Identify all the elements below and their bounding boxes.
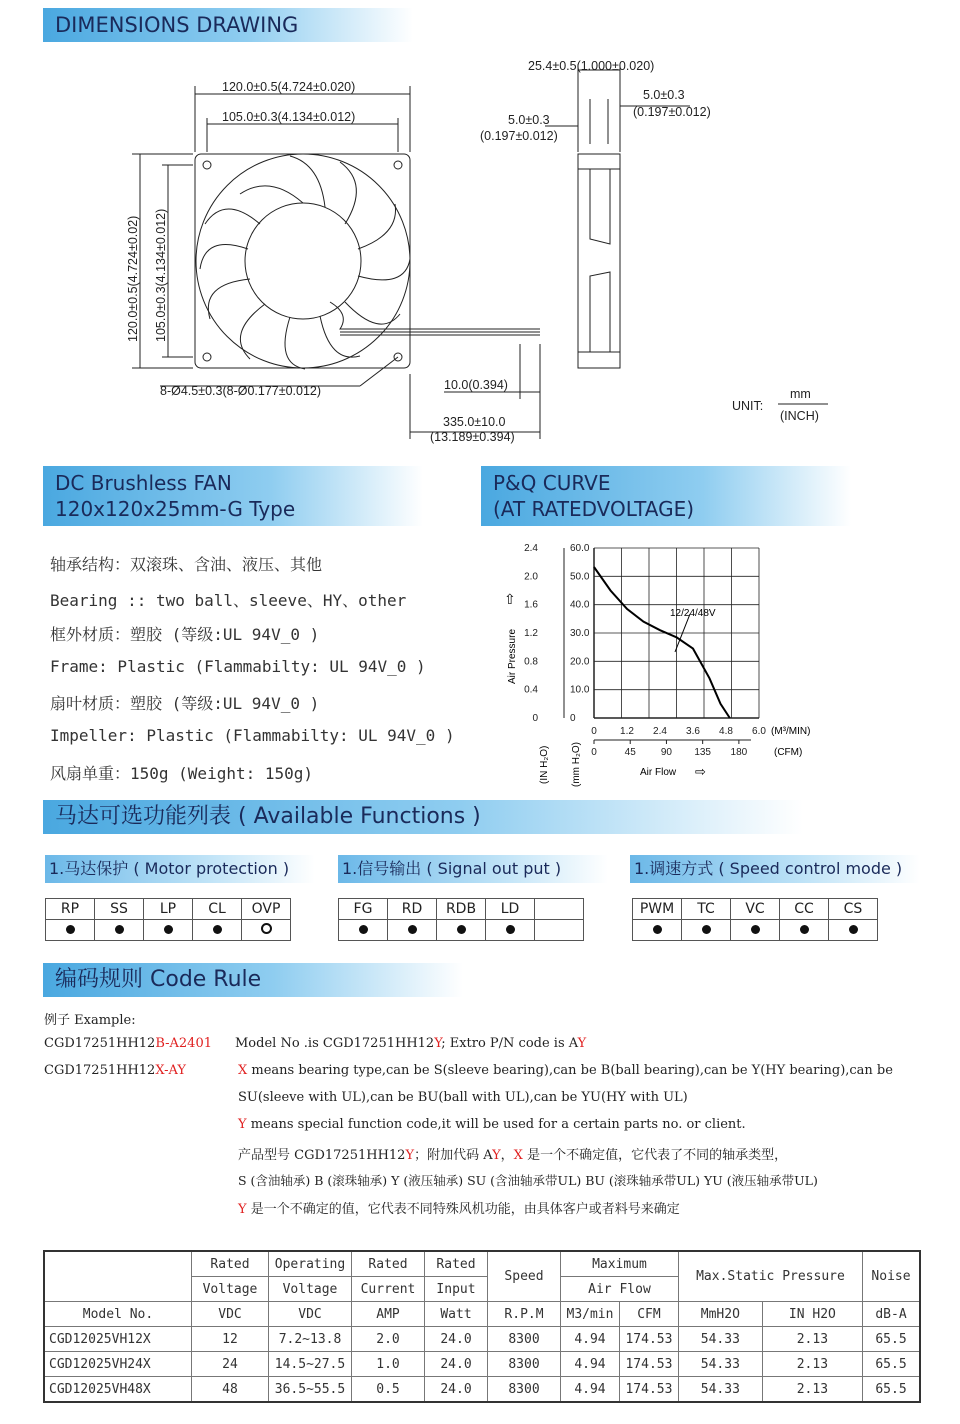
y-axis-label: Air Pressure <box>507 628 518 684</box>
unit-cell: IN H2O <box>762 1302 862 1327</box>
func-col <box>535 899 584 920</box>
func-col: CC <box>780 899 829 920</box>
unit-cell: VDC <box>192 1302 269 1327</box>
pq-series-line <box>594 567 730 718</box>
functions-title-text: 马达可选功能列表 ( Available Functions ) <box>55 804 481 829</box>
value-cell: 14.5~27.5 <box>269 1352 352 1377</box>
th-speed: Speed <box>488 1251 561 1302</box>
unit-mm: mm <box>790 387 811 401</box>
rule-line-bearing-ul: SU(sleeve with UL),can be BU(ball with UL),can be YU(HY with UL) <box>238 1090 688 1105</box>
up-arrow-icon: ⇧ <box>504 591 516 607</box>
y-unit-inch: (IN H₂O) <box>539 745 550 784</box>
unit-label: UNIT: <box>732 399 764 413</box>
dim-width-inner-label: 105.0±0.3(4.134±0.012) <box>222 110 356 124</box>
y-tick-mm: 0 <box>570 713 576 724</box>
fan-type-banner <box>43 466 423 526</box>
dim-holes-label: 8-Ø4.5±0.3(8-Ø0.177±0.012) <box>160 384 322 398</box>
x-unit-m3min: (M³/MIN) <box>771 726 811 737</box>
spec-table <box>43 1250 921 1403</box>
value-cell: 4.94 <box>561 1352 620 1377</box>
fan-type-line2: 120x120x25mm-G Type <box>55 497 296 521</box>
th-voltage: Voltage <box>192 1277 269 1302</box>
dim-lead-inch-label: (13.189±0.394) <box>430 430 515 444</box>
y-tick-mm: 50.0 <box>570 571 590 583</box>
spec-weight: 风扇单重：150g (Weight: 150g) <box>50 764 314 783</box>
unit-cell: M3/min <box>561 1302 620 1327</box>
value-cell: 4.94 <box>561 1377 620 1403</box>
dim-flange-left-inch: (0.197±0.012) <box>480 129 558 143</box>
x-unit-cfm: (CFM) <box>774 747 803 758</box>
func-col: FG <box>339 899 388 920</box>
spec-bearing-en: Bearing :: two ball、sleeve、HY、other <box>50 591 407 610</box>
y-tick-in: 1.2 <box>524 628 538 639</box>
value-cell: 24.0 <box>425 1352 488 1377</box>
unit-inch: (INCH) <box>780 409 819 423</box>
value-cell: 24.0 <box>425 1377 488 1403</box>
x-tick-cfm: 45 <box>624 747 636 758</box>
fan-hub <box>245 203 361 319</box>
th-operating: Operating <box>269 1251 352 1277</box>
mount-hole <box>394 161 402 169</box>
available-dot-icon <box>506 925 515 934</box>
x-tick-cfm: 180 <box>730 747 748 758</box>
unit-cell: Watt <box>425 1302 488 1327</box>
value-cell: 65.5 <box>863 1377 921 1403</box>
lead-wire <box>330 302 540 329</box>
dim-lead-label: 335.0±10.0 <box>443 415 506 429</box>
unit-cell: VDC <box>269 1302 352 1327</box>
right-arrow-icon: ⇨ <box>695 764 706 779</box>
y-tick-in: 0.4 <box>524 684 538 696</box>
func-col: CL <box>193 899 242 920</box>
functions-title <box>43 800 803 834</box>
value-cell: 2.0 <box>352 1327 425 1352</box>
table-row <box>44 1327 920 1352</box>
available-dot-icon <box>849 925 858 934</box>
value-cell: 2.13 <box>762 1377 862 1403</box>
th-noise: Noise <box>863 1251 921 1302</box>
spec-impeller-en: Impeller: Plastic (Flammabilty: UL 94V_0 ) <box>50 726 455 745</box>
chart-grid <box>564 548 759 744</box>
available-dot-icon <box>751 925 760 934</box>
th-air-flow: Air Flow <box>561 1277 679 1302</box>
model-cell: CGD12025VH24X <box>44 1352 192 1377</box>
value-cell: 174.53 <box>619 1327 678 1352</box>
pq-curve-chart <box>495 532 825 790</box>
th-maximum: Maximum <box>561 1251 679 1277</box>
value-cell: 2.13 <box>762 1327 862 1352</box>
y-tick-mm: 10.0 <box>570 684 590 696</box>
x-tick-m3min: 0 <box>591 726 597 737</box>
value-cell: 7.2~13.8 <box>269 1327 352 1352</box>
func-col: CS <box>829 899 878 920</box>
value-cell: 8300 <box>488 1327 561 1352</box>
y-unit-mm: (mm H₂O) <box>571 742 582 787</box>
rule-line-special: Y means special function code,it will be used for a certain parts no. or client. <box>238 1117 746 1132</box>
func-col: RD <box>388 899 437 920</box>
value-cell: 174.53 <box>619 1352 678 1377</box>
x-tick-m3min: 2.4 <box>653 726 667 737</box>
rule-line-cn-special: Y 是一个不确定的值，它代表不同特殊风机功能，由具体客户或者料号来确定 <box>238 1202 680 1217</box>
available-dot-icon <box>800 925 809 934</box>
example-code-2: CGD17251HH12X-AY <box>44 1063 186 1078</box>
func-col: RDB <box>437 899 486 920</box>
value-cell: 36.5~55.5 <box>269 1377 352 1403</box>
x-tick-m3min: 4.8 <box>719 726 733 737</box>
table-row <box>44 1352 920 1377</box>
speed-control-title: 1.调速方式 ( Speed control mode ) <box>630 855 920 883</box>
value-cell: 2.13 <box>762 1352 862 1377</box>
x-tick-m3min: 1.2 <box>620 726 634 737</box>
unit-cell: AMP <box>352 1302 425 1327</box>
th-rated: Rated <box>352 1251 425 1277</box>
y-tick-mm: 20.0 <box>570 656 590 668</box>
value-cell: 24.0 <box>425 1327 488 1352</box>
unit-cell: MmH2O <box>678 1302 762 1327</box>
dim-width-outer-label: 120.0±0.5(4.724±0.020) <box>222 80 356 94</box>
y-tick-mm: 40.0 <box>570 599 590 611</box>
code-rule-title <box>43 963 463 997</box>
value-cell: 1.0 <box>352 1352 425 1377</box>
unit-cell: R.P.M <box>488 1302 561 1327</box>
value-cell: 54.33 <box>678 1377 762 1403</box>
y-tick-mm: 30.0 <box>570 628 590 639</box>
func-col: VC <box>731 899 780 920</box>
th-voltage: Voltage <box>269 1277 352 1302</box>
spec-frame-en: Frame: Plastic (Flammabilty: UL 94V_0 ) <box>50 657 426 676</box>
dim-strip-label: 10.0(0.394) <box>444 378 508 392</box>
optional-ring-icon <box>261 923 272 934</box>
x-tick-cfm: 0 <box>591 747 597 758</box>
pq-curve-banner <box>481 466 851 526</box>
th-current: Current <box>352 1277 425 1302</box>
example-label: 例子 Example: <box>44 1013 136 1028</box>
x-tick-m3min: 3.6 <box>686 726 700 737</box>
th-rated: Rated <box>425 1251 488 1277</box>
units-row <box>44 1302 920 1327</box>
series-label: 12/24/48V <box>670 608 716 619</box>
func-col: LP <box>144 899 193 920</box>
spec-frame-cn: 框外材质：塑胶 (等级:UL 94V_0 ) <box>50 625 320 644</box>
code-rule-title-text: 编码规则 Code Rule <box>55 967 262 992</box>
th-static-pressure: Max.Static Pressure <box>678 1251 862 1302</box>
available-dot-icon <box>115 925 124 934</box>
speed-control-table <box>632 898 878 941</box>
fan-type-line1: DC Brushless FAN <box>55 471 232 495</box>
th-rated: Rated <box>192 1251 269 1277</box>
x-tick-m3min: 6.0 <box>752 726 766 737</box>
signal-output-title: 1.信号输出 ( Signal out put ) <box>338 855 608 883</box>
signal-output-table <box>338 898 584 941</box>
x-tick-cfm: 135 <box>694 747 712 758</box>
func-col: SS <box>95 899 144 920</box>
value-cell: 8300 <box>488 1377 561 1403</box>
y-tick-mm: 60.0 <box>570 543 590 554</box>
available-dot-icon <box>359 925 368 934</box>
value-cell: 48 <box>192 1377 269 1403</box>
value-cell: 65.5 <box>863 1327 921 1352</box>
fan-side-view <box>578 154 620 368</box>
value-cell: 24 <box>192 1352 269 1377</box>
unit-cell: CFM <box>619 1302 678 1327</box>
table-row <box>44 1377 920 1403</box>
dim-flange-left: 5.0±0.3 <box>508 113 550 127</box>
dimensions-drawing-title <box>43 8 413 42</box>
dim-flange-right: 5.0±0.3 <box>643 88 685 102</box>
pq-curve-line2: (AT RATEDVOLTAGE) <box>493 497 695 521</box>
value-cell: 4.94 <box>561 1327 620 1352</box>
func-col: PWM <box>633 899 682 920</box>
available-dot-icon <box>66 925 75 934</box>
available-dot-icon <box>457 925 466 934</box>
th-model-no: Model No. <box>44 1302 192 1327</box>
y-tick-in: 2.0 <box>524 571 538 583</box>
mount-hole <box>203 353 211 361</box>
section-title-text: DIMENSIONS DRAWING <box>55 13 299 37</box>
available-dot-icon <box>164 925 173 934</box>
dim-height-outer-label: 120.0±0.5(4.724±0.02) <box>126 215 140 342</box>
rule-line-bearing: X means bearing type,can be S(sleeve bearing),can be B(ball bearing),can be Y(HY bearing),can be <box>238 1063 893 1078</box>
dim-flange-right-inch: (0.197±0.012) <box>633 105 711 119</box>
func-col: TC <box>682 899 731 920</box>
x-tick-cfm: 90 <box>660 747 673 758</box>
th-input: Input <box>425 1277 488 1302</box>
spec-bearing-cn: 轴承结构：双滚珠、含油、液压、其他 <box>50 555 323 574</box>
dim-depth-label: 25.4±0.5(1.000±0.020) <box>528 59 655 73</box>
motor-protection-table <box>45 898 291 941</box>
func-col: OVP <box>242 899 291 920</box>
func-col: LD <box>486 899 535 920</box>
x-axis-label: Air Flow <box>640 767 677 778</box>
model-cell: CGD12025VH12X <box>44 1327 192 1352</box>
dimensions-drawing <box>0 44 960 454</box>
motor-protection-title: 1.马达保护 ( Motor protection ) <box>45 855 315 883</box>
y-tick-in: 1.6 <box>524 599 538 611</box>
available-dot-icon <box>653 925 662 934</box>
value-cell: 8300 <box>488 1352 561 1377</box>
value-cell: 65.5 <box>863 1352 921 1377</box>
func-col: RP <box>46 899 95 920</box>
available-dot-icon <box>213 925 222 934</box>
rule-line-cn-model: 产品型号 CGD17251HH12Y；附加代码 AY，X 是一个不确定值，它代表了不同的轴承类型， <box>238 1148 788 1163</box>
available-dot-icon <box>702 925 711 934</box>
value-cell: 12 <box>192 1327 269 1352</box>
value-cell: 54.33 <box>678 1327 762 1352</box>
value-cell: 0.5 <box>352 1377 425 1403</box>
value-cell: 54.33 <box>678 1352 762 1377</box>
mount-hole <box>203 161 211 169</box>
y-tick-in: 0 <box>532 713 538 724</box>
example-code-1: CGD17251HH12B-A2401 <box>44 1036 212 1051</box>
model-cell: CGD12025VH48X <box>44 1377 192 1403</box>
y-tick-in: 0.8 <box>524 656 538 668</box>
pq-curve-line1: P&Q CURVE <box>493 471 611 495</box>
rule-line-cn-bearing: S (含油轴承) B (滚珠轴承) Y (液压轴承) SU (含油轴承带UL) BU (滚珠轴承带UL) YU (液压轴承带UL) <box>238 1173 818 1188</box>
available-dot-icon <box>408 925 417 934</box>
value-cell: 174.53 <box>619 1377 678 1403</box>
unit-cell: dB-A <box>863 1302 921 1327</box>
y-tick-in: 2.4 <box>524 543 538 554</box>
spec-impeller-cn: 扇叶材质：塑胶 (等级:UL 94V_0 ) <box>50 694 320 713</box>
dim-height-inner-label: 105.0±0.3(4.134±0.012) <box>154 208 168 342</box>
rule-line-model: Model No .is CGD17251HH12Y; Extro P/N code is AY <box>235 1036 587 1051</box>
